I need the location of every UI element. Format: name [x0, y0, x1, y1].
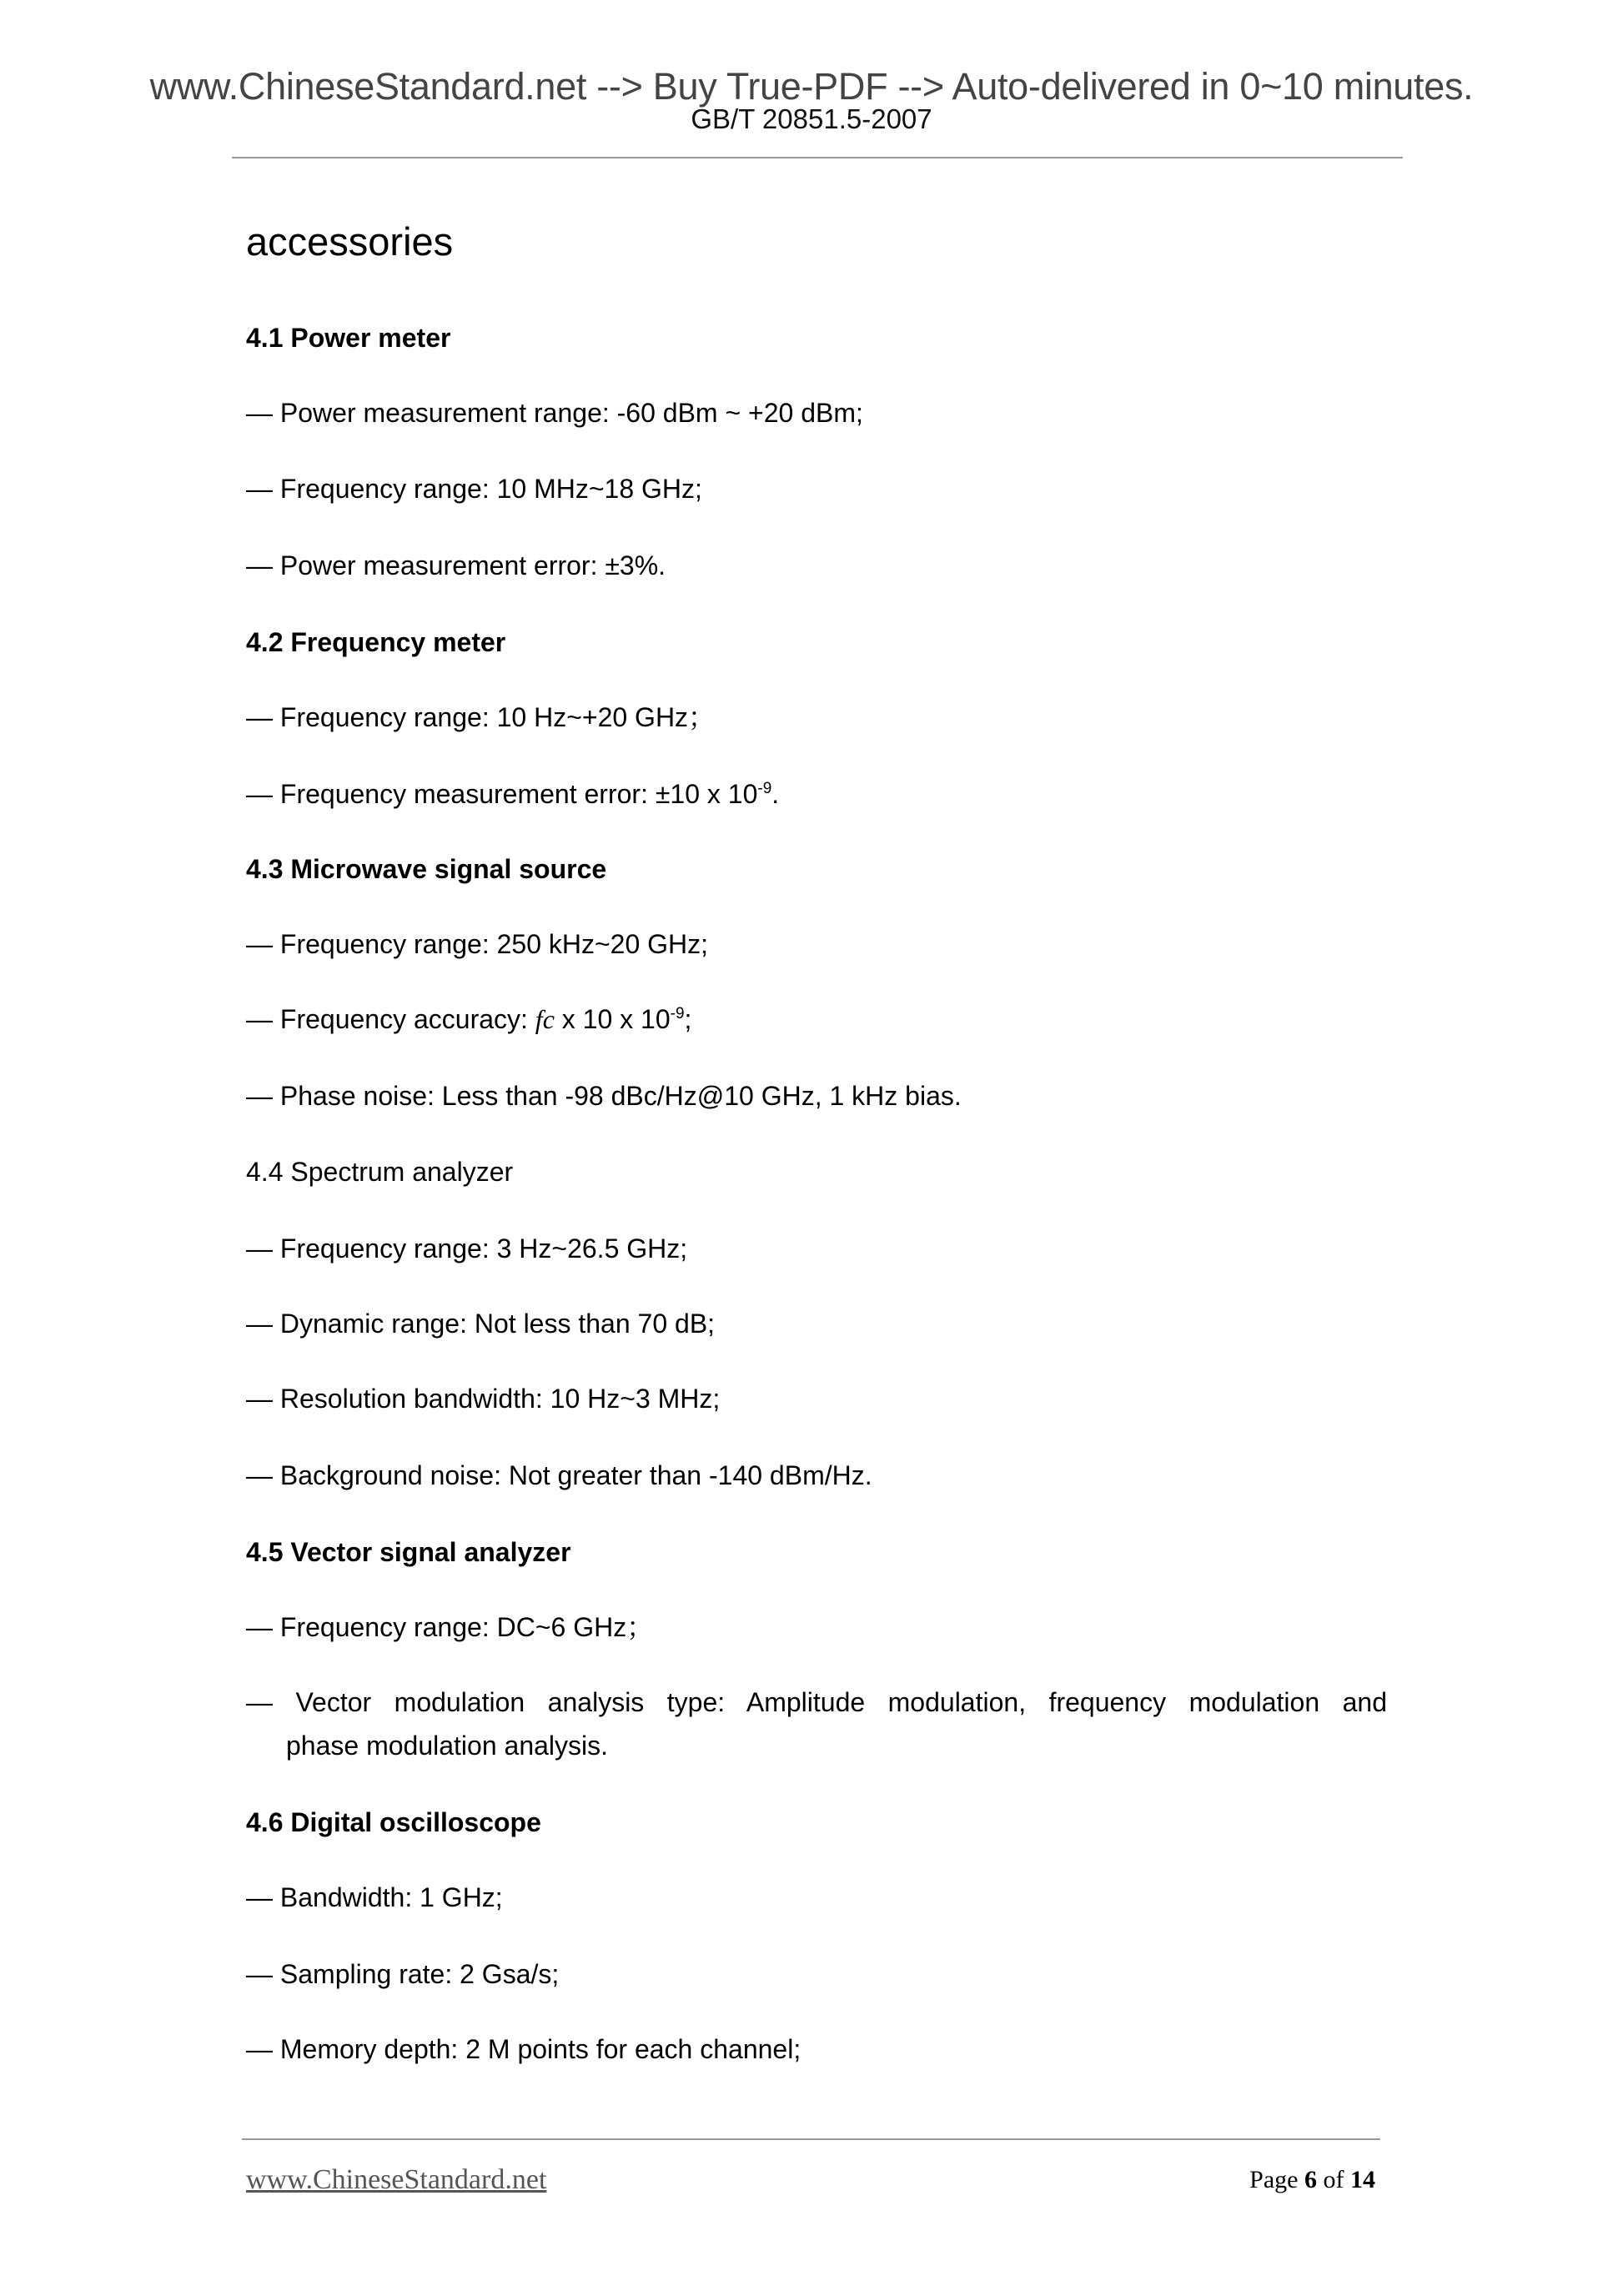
- heading-vector-signal-analyzer: 4.5 Vector signal analyzer: [246, 1537, 571, 1567]
- list-item: — Frequency measurement error: ±10 x $10^{-9}$.: [246, 779, 780, 809]
- list-item: — Bandwidth: 1 GHz;: [246, 1882, 503, 1912]
- list-item-continuation: phase modulation analysis.: [286, 1731, 609, 1761]
- standard-number: GB/T 20851.5-2007: [691, 103, 932, 134]
- list-item: — Background noise: Not greater than -140 dBm/Hz.: [246, 1460, 872, 1490]
- list-item: — Resolution bandwidth: 10 Hz~3 MHz;: [246, 1384, 721, 1414]
- footer-link[interactable]: www.ChineseStandard.net: [246, 2164, 547, 2195]
- heading-frequency-meter: 4.2 Frequency meter: [246, 627, 506, 657]
- list-item: — Frequency range: DC~6 GHz；: [246, 1612, 654, 1642]
- list-item: — Power measurement range: -60 dBm ~ +20 dBm;: [246, 398, 863, 428]
- page-number: Page 6 of 14: [1249, 2166, 1375, 2193]
- footer-rule: [242, 2138, 1380, 2140]
- list-item: — Memory depth: 2 M points for each channel;: [246, 2034, 801, 2064]
- list-item: — Frequency range: 10 Hz~+20 GHz；: [246, 702, 716, 732]
- list-item: — Frequency accuracy: fc x 10 x $10^{-9}$;: [246, 1004, 692, 1034]
- list-item: — Vector modulation analysis type: Amplitude modulation, frequency modulation and: [246, 1687, 1387, 1717]
- list-item: — Phase noise: Less than -98 dBc/Hz@10 GHz, 1 kHz bias.: [246, 1081, 962, 1111]
- heading-spectrum-analyzer: 4.4 Spectrum analyzer: [246, 1157, 514, 1187]
- header-banner: www.ChineseStandard.net --> Buy True-PDF --> Auto-delivered in 0~10 minutes.: [149, 65, 1474, 108]
- list-item: — Dynamic range: Not less than 70 dB;: [246, 1309, 716, 1339]
- heading-microwave-signal-source: 4.3 Microwave signal source: [246, 854, 607, 884]
- header-rule: [232, 157, 1403, 158]
- list-item: — Frequency range: 250 kHz~20 GHz;: [246, 929, 709, 959]
- list-item: — Frequency range: 10 MHz~18 GHz;: [246, 474, 702, 504]
- list-item: — Power measurement error: ±3%.: [246, 550, 666, 580]
- heading-digital-oscilloscope: 4.6 Digital oscilloscope: [246, 1807, 541, 1837]
- list-item: — Frequency range: 3 Hz~26.5 GHz;: [246, 1233, 688, 1264]
- list-item: — Sampling rate: 2 Gsa/s;: [246, 1959, 560, 1989]
- section-title: accessories: [246, 219, 454, 264]
- heading-power-meter: 4.1 Power meter: [246, 323, 451, 353]
